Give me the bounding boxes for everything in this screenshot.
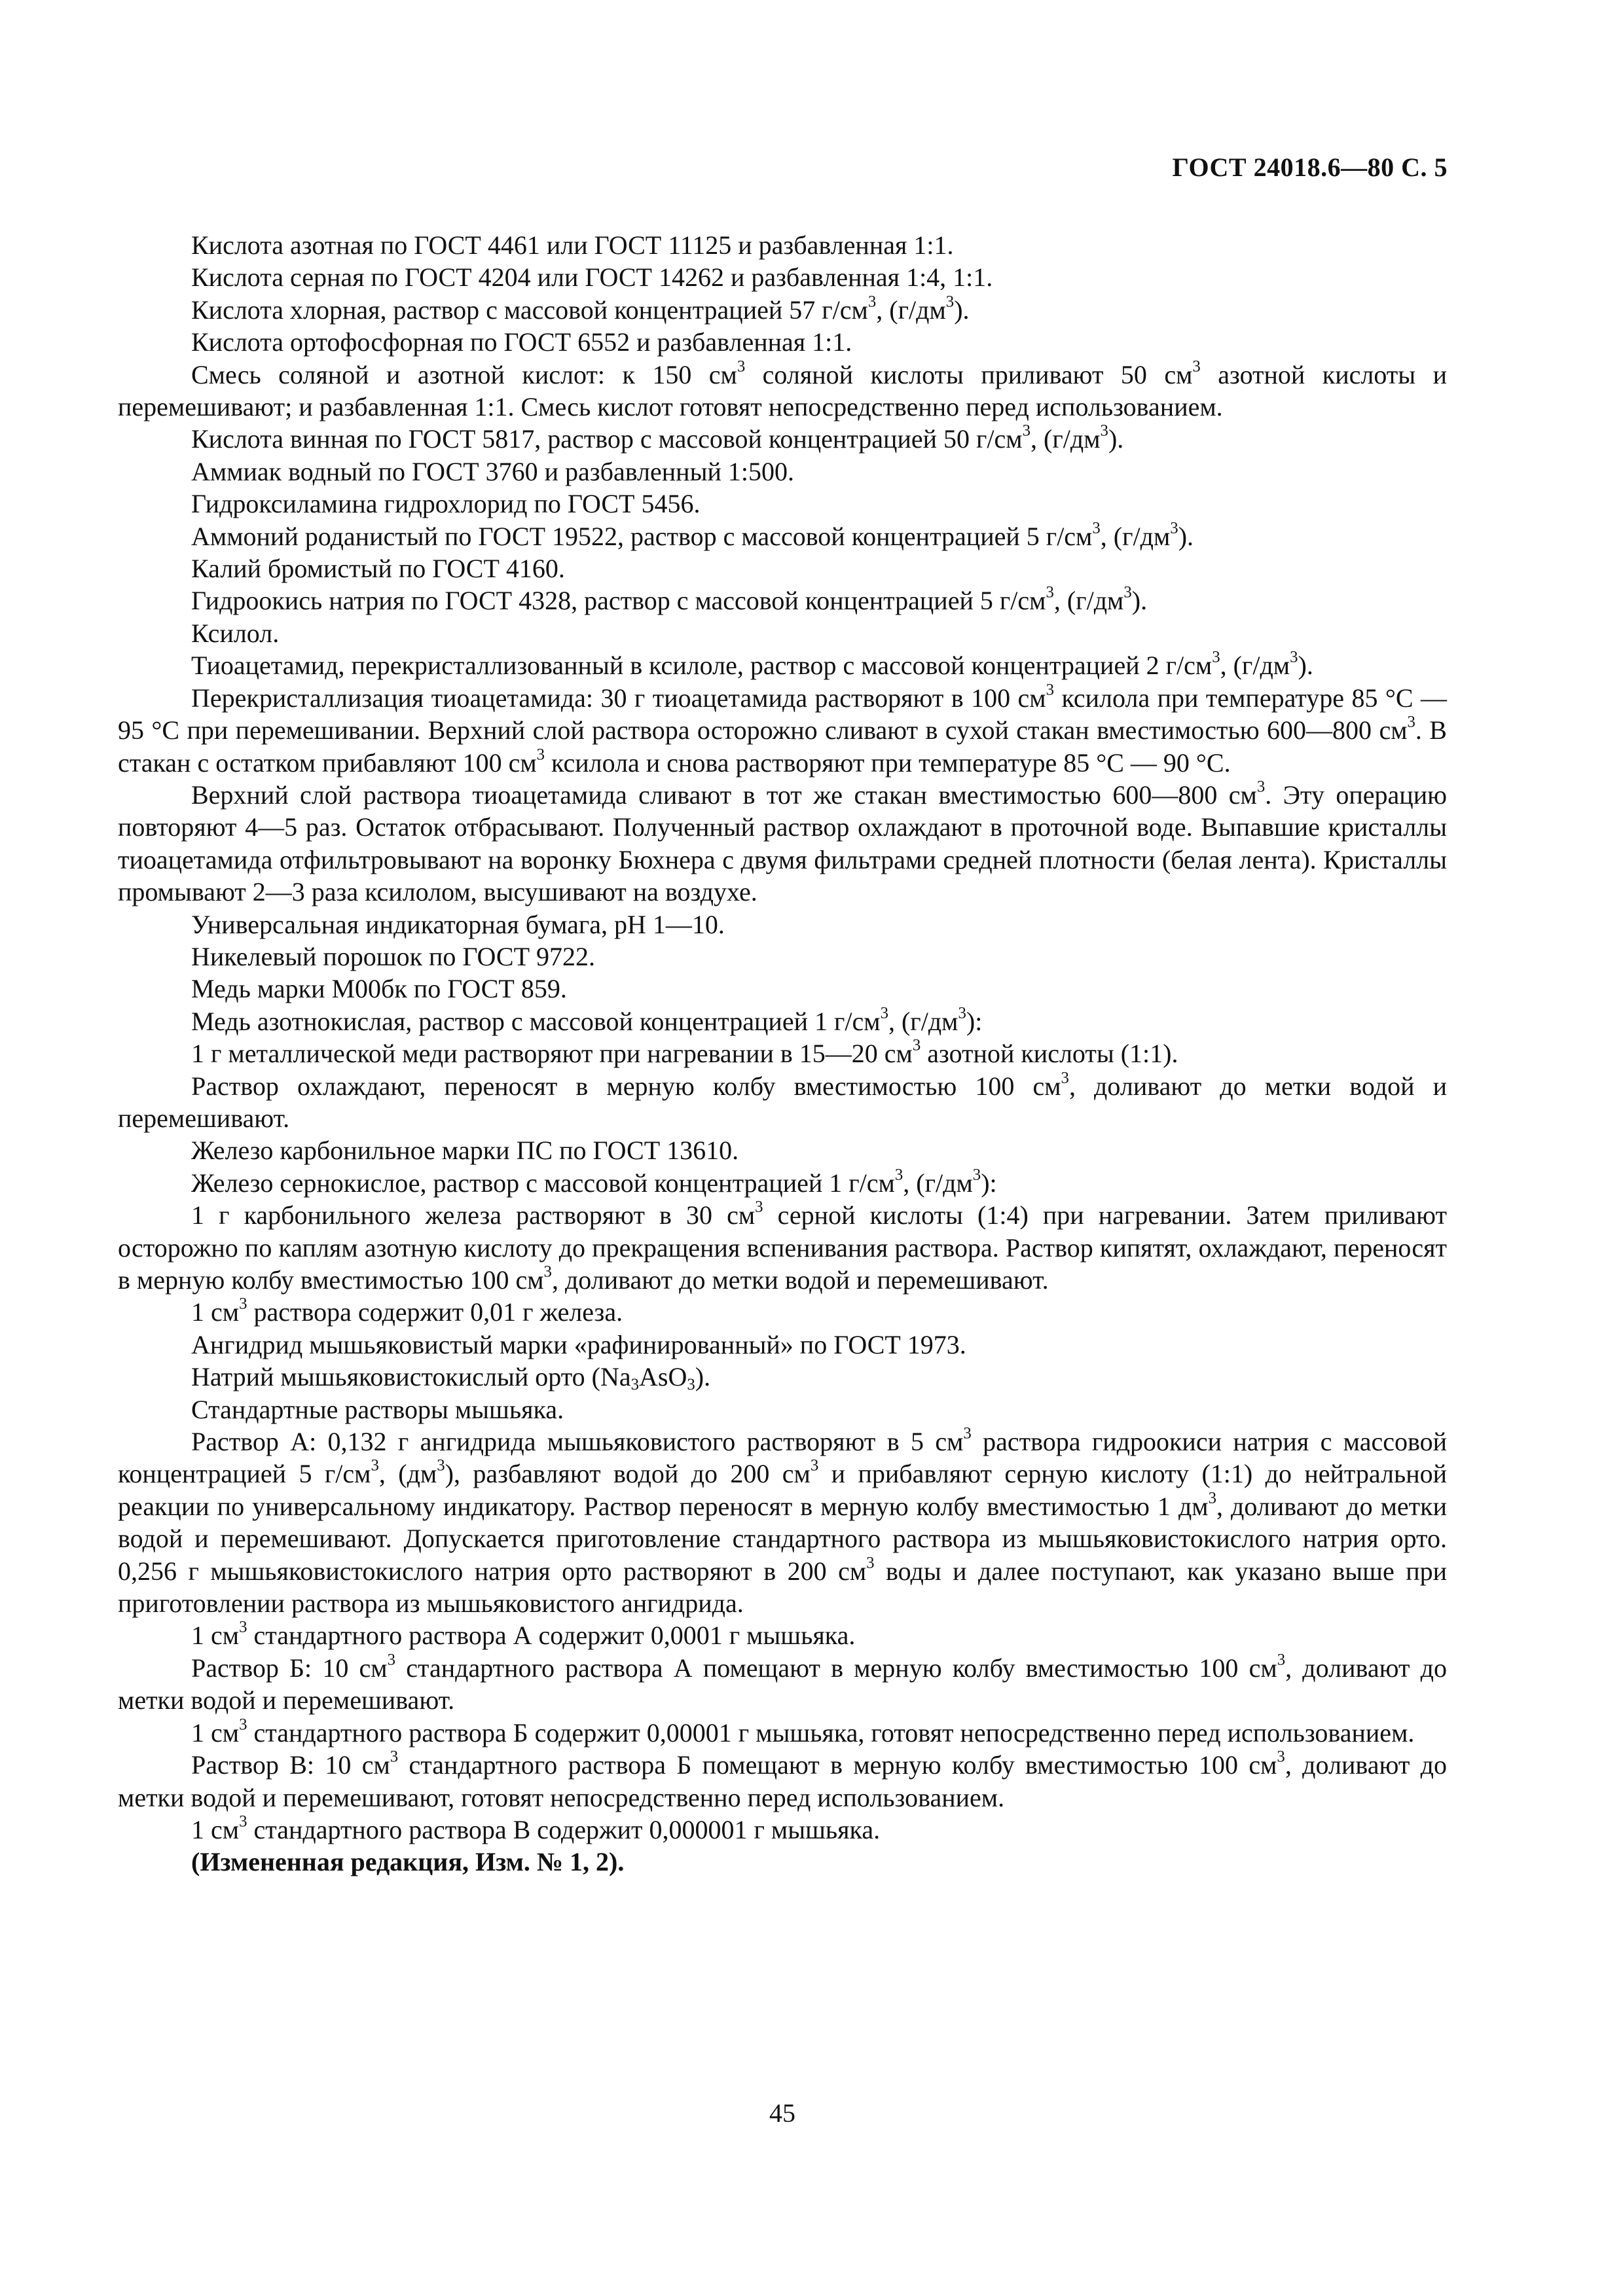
paragraph: Медь азотнокислая, раствор с массовой концентрацией 1 $г/см^3$, $(г/дм^3)$:	[191, 1004, 983, 1036]
paragraph: Аммоний роданистый по ГОСТ 19522, раствор с массовой концентрацией 5 $г/см^3$, $(г/дм^3)$.	[191, 519, 1194, 551]
paragraph: Ангидрид мышьяковистый марки «рафинированный» по ГОСТ 1973.	[191, 1329, 966, 1359]
page-header: ГОСТ 24018.6—80 С. 5	[1172, 152, 1448, 182]
paragraph: Гидроксиламина гидрохлорид по ГОСТ 5456.	[191, 489, 701, 519]
paragraph: Перекристаллизация тиоацетамида: 30 г тиоацетамида растворяют в 100 $см^3$ ксилола при температуре 85 °С — 95 °С при перемешивании. Верхний слой раствора осторожно сливают в сухой стакан вместимостью 600—800 $см^3$. В стакан с остатком прибавляют 100 $см^3$ ксилола и снова растворяют при температуре 85 °С — 90 °С.	[118, 681, 1447, 778]
paragraph: Раствор охлаждают, переносят в мерную колбу вместимостью 100 $см^3$, доливают до метки водой и перемешивают.	[118, 1068, 1447, 1133]
paragraph: Ксилол.	[191, 618, 280, 648]
paragraph: 1 $см^3$ стандартного раствора Б содержит 0,00001 г мышьяка, готовят непосредственно перед использованием.	[191, 1715, 1415, 1748]
paragraph: Универсальная индикаторная бумага, рН 1—10.	[191, 909, 725, 939]
paragraph: Кислота винная по ГОСТ 5817, раствор с массовой концентрацией 50 $г/см^3$, $(г/дм^3)$.	[191, 422, 1124, 454]
paragraph: Раствор В: 10 $см^3$ стандартного раствора Б помещают в мерную колбу вместимостью 100 $см^3$, доливают до метки водой и перемешивают, готовят непосредственно перед использованием.	[118, 1748, 1448, 1812]
paragraph: Верхний слой раствора тиоацетамида сливают в тот же стакан вместимостью 600—800 $см^3$. Эту операцию повторяют 4—5 раз. Остаток отбрасывают. Полученный раствор охлаждают в проточной воде. Выпавшие кристаллы тиоацетамида отфильтровывают на воронку Бюхнера с двумя фильтрами средней плотности (белая лента). Кристаллы промывают 2—3 раза ксилолом, высушивают на воздухе.	[118, 778, 1448, 907]
amendment-note: (Измененная редакция, Изм. № 1, 2).	[191, 1847, 625, 1877]
paragraph: Железо сернокислое, раствор с массовой концентрацией 1 $г/см^3$, $(г/дм^3)$:	[191, 1166, 997, 1198]
paragraph: Железо карбонильное марки ПС по ГОСТ 13610.	[191, 1136, 739, 1166]
document-body	[118, 229, 1447, 1878]
paragraph: Аммиак водный по ГОСТ 3760 и разбавленный 1:500.	[191, 456, 794, 486]
paragraph: 1 $см^3$ стандартного раствора А содержит 0,0001 г мышьяка.	[191, 1618, 856, 1651]
paragraph: Раствор Б: 10 $см^3$ стандартного раствора А помещают в мерную колбу вместимостью 100 $см^3$, доливают до метки водой и перемешивают.	[118, 1651, 1447, 1715]
paragraph: Никелевый порошок по ГОСТ 9722.	[191, 941, 596, 971]
paragraph: Натрий мышьяковистокислый орто $(Na_3AsO_3)$.	[191, 1362, 711, 1394]
paragraph: 1 г карбонильного железа растворяют в 30 $см^3$ серной кислоты (1:4) при нагревании. Затем приливают осторожно по каплям азотную кислоту до прекращения вспенивания раствора. Раствор кипятят, охлаждают, переносят в мерную колбу вместимостью 100 $см^3$, доливают до метки водой и перемешивают.	[118, 1198, 1447, 1295]
paragraph: Кислота ортофосфорная по ГОСТ 6552 и разбавленная 1:1.	[191, 327, 852, 357]
paragraph: Гидроокись натрия по ГОСТ 4328, раствор с массовой концентрацией 5 $г/см^3$, $(г/дм^3)$.	[191, 583, 1148, 616]
paragraph: Кислота азотная по ГОСТ 4461 или ГОСТ 11125 и разбавленная 1:1.	[191, 230, 954, 260]
paragraph: 1 $см^3$ стандартного раствора В содержит 0,000001 г мышьяка.	[191, 1812, 881, 1844]
paragraph: Калий бромистый по ГОСТ 4160.	[191, 554, 565, 584]
paragraph: 1 $см^3$ раствора содержит 0,01 г железа.	[191, 1295, 623, 1327]
page-number: 45	[769, 2098, 795, 2128]
paragraph: 1 г металлической меди растворяют при нагревании в 15—20 $см^3$ азотной кислоты (1:1).	[191, 1036, 1178, 1069]
paragraph: Стандартные растворы мышьяка.	[191, 1394, 564, 1424]
paragraph: Смесь соляной и азотной кислот: к 150 $см^3$ соляной кислоты приливают 50 $см^3$ азотной кислоты и перемешивают; и разбавленная 1:1. Смесь кислот готовят непосредственно перед использованием.	[118, 357, 1448, 422]
paragraph: Кислота серная по ГОСТ 4204 или ГОСТ 14262 и разбавленная 1:4, 1:1.	[191, 262, 993, 293]
paragraph: Кислота хлорная, раствор с массовой концентрацией 57 $г/см^3$, $(г/дм^3)$.	[191, 293, 970, 325]
paragraph: Раствор А: 0,132 г ангидрида мышьяковистого растворяют в 5 $см^3$ раствора гидроокиси натрия с массовой концентрацией 5 $г/см^3$, $(дм^3)$, разбавляют водой до 200 $см^3$ и прибавляют серную кислоту (1:1) до нейтральной реакции по универсальному индикатору. Раствор переносят в мерную колбу вместимостью 1 $дм^3$, доливают до метки водой и перемешивают. Допускается приготовление стандартного раствора из мышьяковистокислого натрия орто. 0,256 г мышьяковистокислого натрия орто растворяют в 200 $см^3$ воды и далее поступают, как указано выше при приготовлении раствора из мышьяковистого ангидрида.	[118, 1424, 1448, 1619]
paragraph: Тиоацетамид, перекристаллизованный в ксилоле, раствор с массовой концентрацией 2 $г/см^3$, $(г/дм^3)$.	[191, 648, 1313, 681]
paragraph: Медь марки М00бк по ГОСТ 859.	[191, 974, 567, 1004]
